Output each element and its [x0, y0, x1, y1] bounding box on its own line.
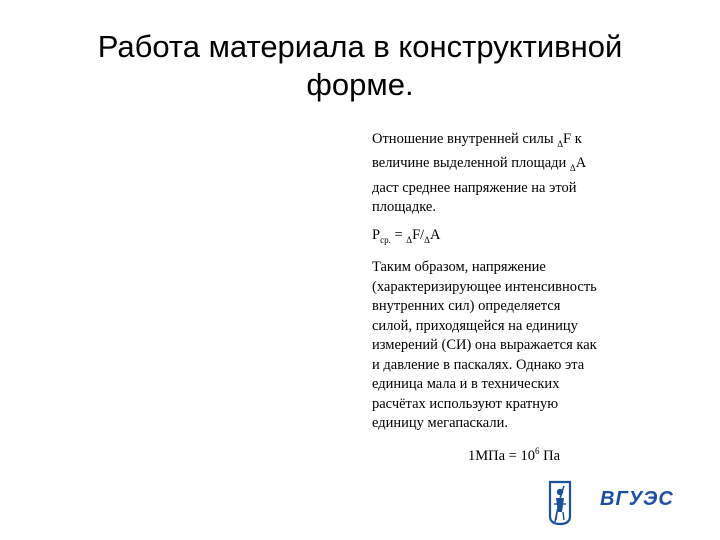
text-line: (характеризирующее интенсивность: [372, 278, 597, 295]
university-logo: [540, 476, 690, 526]
logo-text: ВГУЭС: [600, 488, 674, 510]
formula-average-stress: $P_{ср.} = _\Delta F/_\Delta A$: [372, 226, 441, 245]
text-line: Таким образом, напряжение: [372, 259, 546, 276]
paragraph-stress-definition: [372, 130, 682, 218]
text-line: единицу мегапаскали.: [372, 415, 508, 432]
text-line: расчётах используют кратную: [372, 395, 559, 412]
text-line: и давление в паскалях. Однако эта: [372, 356, 585, 373]
title-line-1: Работа материала в конструктивной: [97, 29, 623, 64]
formula-megapascal: $1МПа = 10^6$ Па: [468, 445, 561, 464]
text-line: Отношение внутренней силы $_\Delta$F к: [372, 131, 582, 149]
emblem-icon: [540, 476, 592, 528]
text-line: площадке.: [372, 199, 436, 216]
slide-title: [40, 28, 680, 104]
text-line: измерений (СИ) она выражается как: [372, 337, 597, 354]
text-line: единица мала и в технических: [372, 376, 560, 393]
text-line: силой, приходящейся на единицу: [372, 317, 578, 334]
paragraph-stress-units: [372, 258, 682, 434]
body-text: [372, 130, 682, 466]
title-line-2: форме.: [306, 67, 414, 102]
text-line: внутренних сил) определяется: [372, 298, 561, 315]
text-line: величине выделенной площади $_\Delta$А: [372, 155, 587, 174]
text-line: даст среднее напряжение на этой: [372, 179, 577, 196]
